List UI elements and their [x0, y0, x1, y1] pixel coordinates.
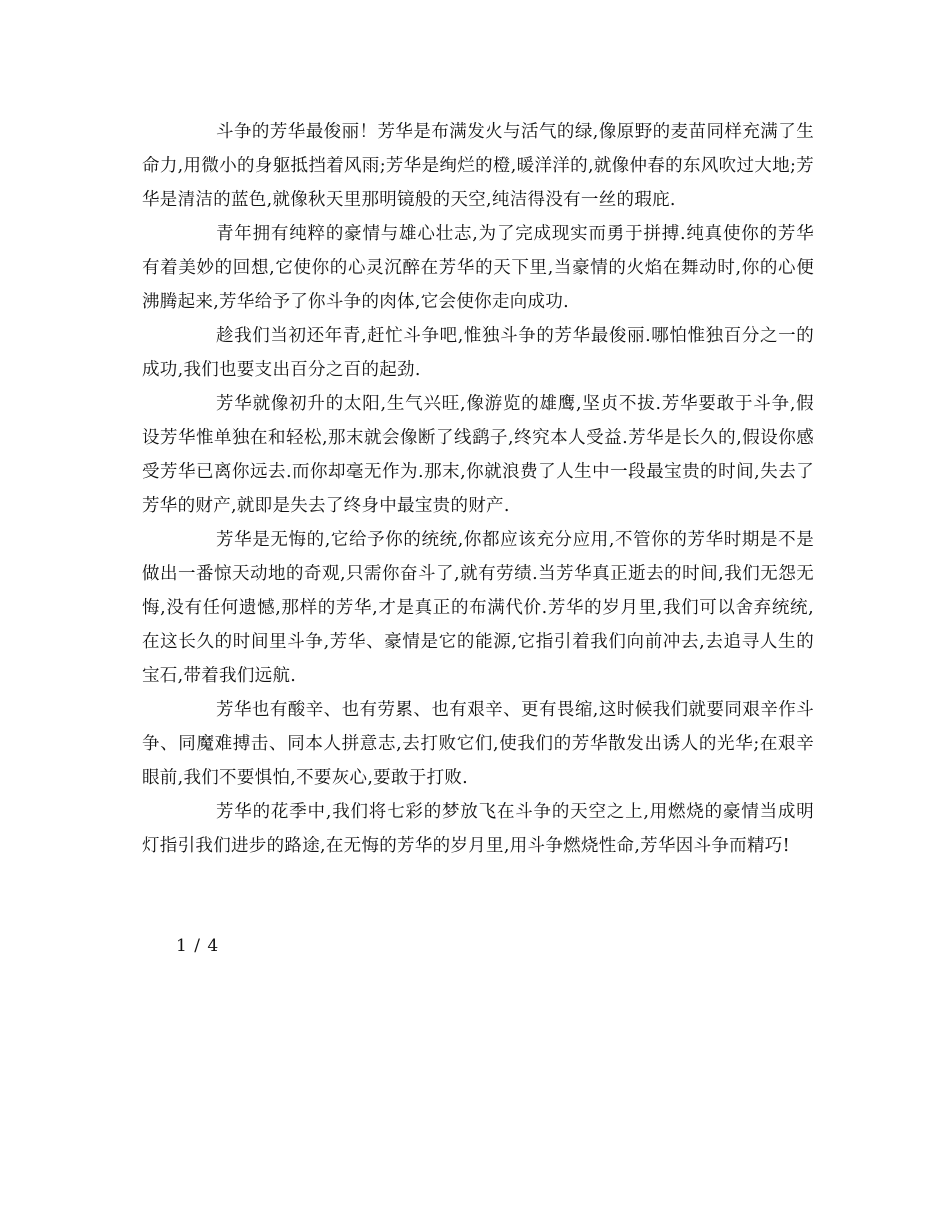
paragraph-2: 青年拥有纯粹的豪情与雄心壮志,为了完成现实而勇于拼搏.纯真使你的芳华有着美妙的回想,它使你的心灵沉醉在芳华的天下里,当豪情的火焰在舞动时,你的心便沸腾起来,芳华给予了你斗争的肉体,它会使你走向成功. — [142, 224, 814, 312]
paragraph-1: 斗争的芳华最俊丽！芳华是布满发火与活气的绿,像原野的麦苗同样充满了生命力,用微小的身躯抵挡着风雨;芳华是绚烂的橙,暖洋洋的,就像仲春的东风吹过大地;芳华是清洁的蓝色,就像秋天里那明镜般的天空,纯洁得没有一丝的瑕庇. — [142, 122, 814, 210]
document-body — [142, 115, 814, 863]
page-number: 1 / 4 — [176, 936, 220, 956]
paragraph-3: 趁我们当初还年青,赶忙斗争吧,惟独斗争的芳华最俊丽.哪怕惟独百分之一的成功,我们也要支出百分之百的起劲. — [142, 326, 814, 380]
paragraph-7: 芳华的花季中,我们将七彩的梦放飞在斗争的天空之上,用燃烧的豪情当成明灯指引我们进步的路途,在无悔的芳华的岁月里,用斗争燃烧性命,芳华因斗争而精巧! — [142, 802, 814, 856]
paragraph-4: 芳华就像初升的太阳,生气兴旺,像游览的雄鹰,坚贞不拔.芳华要敢于斗争,假设芳华惟单独在和轻松,那末就会像断了线鹞子,终究本人受益.芳华是长久的,假设你感受芳华已离你远去.而你却毫无作为.那末,你就浪费了人生中一段最宝贵的时间,失去了芳华的财产,就即是失去了终身中最宝贵的财产. — [142, 394, 814, 516]
paragraph-6: 芳华也有酸辛、也有劳累、也有艰辛、更有畏缩,这时候我们就要同艰辛作斗争、同魔难搏击、同本人拼意志,去打败它们,使我们的芳华散发出诱人的光华;在艰辛眼前,我们不要惧怕,不要灰心,要敢于打败. — [142, 700, 814, 788]
paragraph-5: 芳华是无悔的,它给予你的统统,你都应该充分应用,不管你的芳华时期是不是做出一番惊天动地的奇观,只需你奋斗了,就有劳绩.当芳华真正逝去的时间,我们无怨无悔,没有任何遗憾,那样的芳华,才是真正的布满代价.芳华的岁月里,我们可以舍弃统统,在这长久的时间里斗争,芳华、豪情是它的能源,它指引着我们向前冲去,去追寻人生的宝石,带着我们远航. — [142, 530, 814, 686]
